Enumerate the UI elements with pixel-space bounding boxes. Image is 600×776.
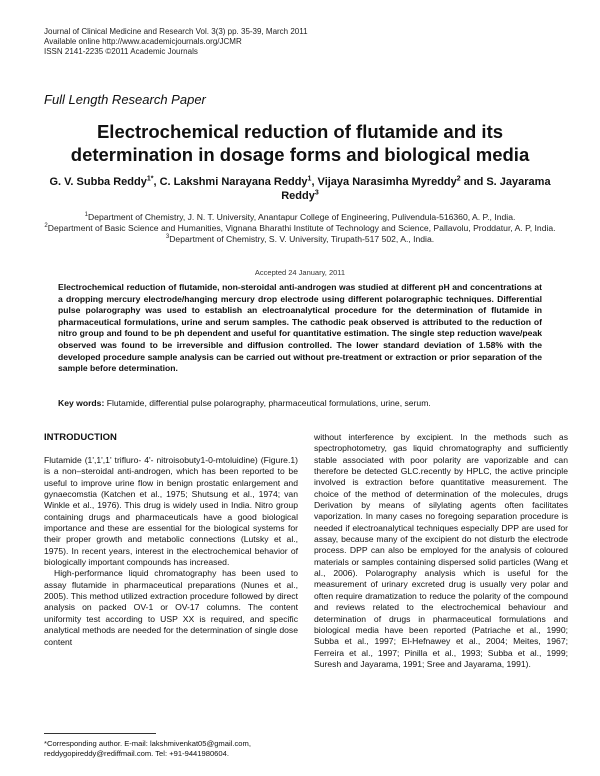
journal-line: Journal of Clinical Medicine and Research Vol. 3(3) pp. 35-39, March 2011	[44, 27, 308, 36]
journal-header	[44, 27, 308, 57]
left-column	[44, 432, 298, 648]
affiliation-text: Department of Basic Science and Humanities, Vignana Bharathi Institute of Technology and Science, Pallavolu, Proddatur, A. P, India.	[47, 223, 556, 233]
right-column	[314, 432, 568, 670]
affiliation-sup: 3	[165, 234, 170, 241]
accepted-date: Accepted 24 January, 2011	[254, 268, 346, 277]
author-sup: 1	[307, 175, 312, 183]
affiliations	[44, 212, 556, 245]
author-list	[40, 175, 560, 203]
section-heading: INTRODUCTION	[44, 432, 117, 443]
issn-line: ISSN 2141-2235 ©2011 Academic Journals	[44, 47, 198, 56]
affiliation-2	[44, 223, 556, 234]
author-name: G. V. Subba Reddy	[49, 176, 147, 188]
affiliation-1	[44, 212, 556, 223]
affiliation-text: Department of Chemistry, J. N. T. University, Anantapur College of Engineering, Pulivendula-516360, A. P., India.	[87, 212, 516, 222]
affiliation-3	[44, 234, 556, 245]
online-line[interactable]: Available online http://www.academicjournals.org/JCMR	[44, 37, 242, 46]
paragraph: Flutamide (1',1',1' trifluro- 4'- nitroisobuty1-0-mtoluidine) (Figure.1) is a non–steroidal anti-androgen, which has been reported to be useful to improve urine flow in benign prostatic enlargement and gynaecomstia (Katchen et al., 1975; Shutsung et al., 1974; van Winkle et al., 1976). This drug is widely used in India. Nitro group containing drugs and pharmaceuticals have a good biological importance and these are essential for the biological systems for their proper growth and metabolic connections (Lutsky et al., 1975). In recent years, interest in the electrochemical behavior of biologically important compounds has increased.	[44, 455, 298, 568]
affiliation-text: Department of Chemistry, S. V. University, Tirupath-517 502, A., India.	[169, 234, 435, 244]
keywords	[58, 398, 548, 409]
corresponding-author-footnote: *Corresponding author. E-mail: lakshmivenkat05@gmail.com, reddygopireddy@rediffmail.com. Tel: +91-9441980604.	[44, 739, 251, 758]
paragraph: High-performance liquid chromatography has been used to assay flutamide in pharmaceutical preparations (Nunes et al., 2005). This method utilized extraction procedure followed by direct analysis on packed OV-1 or OV-17 columns. The content uniformity test according to USP XX is required, and specific analytical methods are needed for the determination of single dose content	[44, 568, 298, 647]
author-sup: 1*	[146, 175, 154, 183]
author-name: and S. Jayarama Reddy	[281, 176, 551, 202]
author-name: , Vijaya Narasimha Myreddy	[311, 176, 457, 188]
affiliation-sup: 1	[84, 212, 88, 219]
paragraph: without interference by excipient. In the methods such as spectrophotometry, gas liquid chromatography and sufficiently stable associated with poor polarity are vaporizable and can therefore be detected GLC.recently by HPLC, the active principle involved is extraction before quantitative measurement. The choice of the method of determination of the molecules, drugs Derivation by means of silylating agents often facilitates vaporization. In many cases no foregoing separation procedure is needed if electroanalytical techniques especially DPP are used for assay, because many of the excipient do not disturb the electrode process. DPP can also be employed for the analysis of coloured materials or samples containing dispersed solid particles (Wang et al., 2006). Polarography analysis which is useful for the measurement of urinary excreted drug is usually very polar and often require dramatization to reduce the polarity of the compound and reviews related to the electrochemical behaviour and determination of drugs in pharmaceutical formulations and biological media have been reported (Patriache et al., 1990; Subba et al., 1997; El-Hefnawey et al., 2004; Meites, 1967; Ferreira et al., 1997; Pinilla et al., 1993; Subba et al., 1999; Suresh and Jayarama, 1991; Sree and Jayarama, 1991).	[314, 432, 568, 669]
paper-type: Full Length Research Paper	[44, 92, 206, 107]
author-sup: 2	[456, 175, 461, 183]
affiliation-sup: 2	[44, 223, 48, 230]
author-name: , C. Lakshmi Narayana Reddy	[153, 176, 308, 188]
paper-title: Electrochemical reduction of flutamide and its determination in dosage forms and biological media	[70, 121, 530, 165]
author-sup: 3	[314, 189, 319, 197]
keywords-label: Key words:	[58, 398, 105, 408]
footnote-divider	[44, 733, 156, 734]
abstract: Electrochemical reduction of flutamide, non-steroidal anti-androgen was studied at different pH and concentrations at a dropping mercury electrode/hanging mercury drop electrode using different polarographic techniques. Differential pulse polarography was used to establish an electroanalytical procedure for the determination of flutamide in pharmaceutical formulations, urine and serum samples. The cathodic peak observed is attributed to the reduction of nitro group and found to be ph dependent and useful for quantitative estimation. The single step reduction wave/peak observed was found to be irreversible and diffusion controlled. The lower standard deviation of 1.58% with the developed procedure sample analysis can be carried out without pre-treatment or extraction or prior separation of the sample before determination.	[58, 282, 542, 374]
keywords-text: Flutamide, differential pulse polarography, pharmaceutical formulations, urine, serum.	[104, 398, 431, 408]
